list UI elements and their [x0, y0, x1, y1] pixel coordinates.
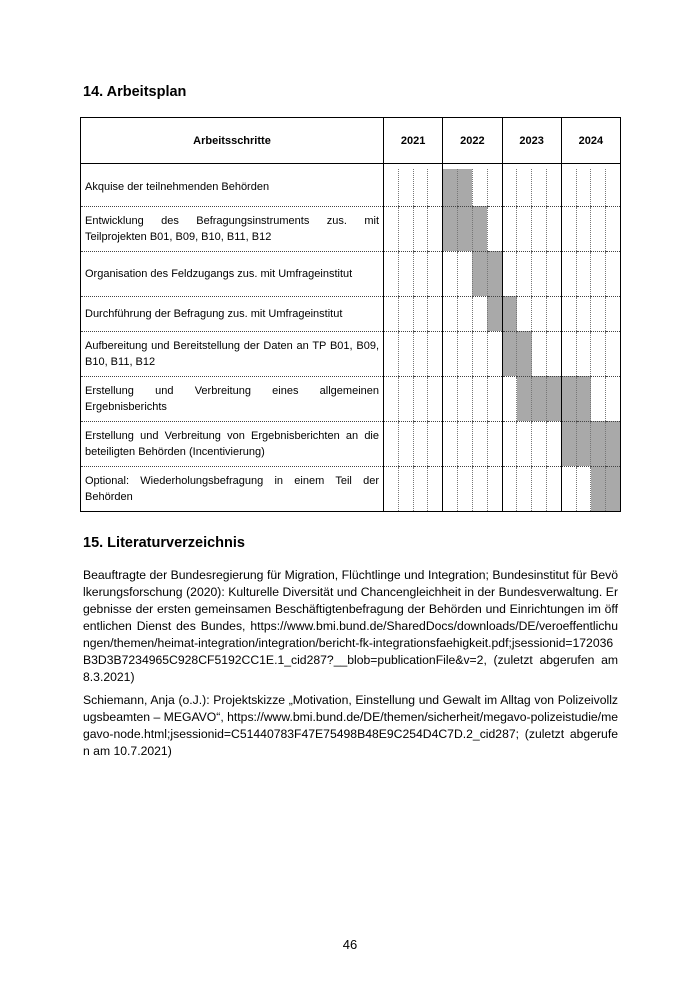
- gantt-cell: [458, 466, 473, 511]
- gantt-cell: [398, 421, 413, 466]
- gantt-cell: [428, 466, 443, 511]
- table-row: [81, 251, 621, 296]
- gantt-cell: [472, 251, 487, 296]
- gantt-cell: [398, 251, 413, 296]
- task-label: Akquise der teilnehmenden Behörden: [81, 169, 384, 206]
- table-row: [81, 421, 621, 466]
- gantt-cell: [487, 206, 502, 251]
- task-label: Entwicklung des Befragungsinstruments zus. mit Teilprojekten B01, B09, B10, B11, B12: [81, 206, 384, 251]
- gantt-cell: [487, 466, 502, 511]
- gantt-cell: [398, 206, 413, 251]
- gantt-cell: [502, 331, 517, 376]
- gantt-cell: [546, 169, 561, 206]
- work-plan-body: [81, 164, 621, 512]
- gantt-cell: [472, 296, 487, 331]
- gantt-cell: [502, 251, 517, 296]
- gantt-cell: [606, 169, 621, 206]
- gantt-cell: [591, 206, 606, 251]
- gantt-cell: [413, 169, 428, 206]
- gantt-cell: [561, 331, 576, 376]
- gantt-cell: [384, 331, 399, 376]
- gantt-cell: [398, 466, 413, 511]
- table-row: [81, 331, 621, 376]
- gantt-cell: [561, 466, 576, 511]
- table-row: [81, 376, 621, 421]
- gantt-cell: [606, 296, 621, 331]
- gantt-cell: [443, 376, 458, 421]
- gantt-cell: [517, 206, 532, 251]
- reference-entry: Beauftragte der Bundesregierung für Migration, Flüchtlinge und Integration; Bundesinstitut für Bevölkerungsforschung (2020): Kulturelle Diversität und Chancengleichheit in der Bundesverwaltung. Ergebnisse der ersten gemeinsamen Beschäftigtenbefragung der Behörden und Einrichtungen im öffentlichen Dienst des Bundes, https://www.bmi.bund.de/SharedDocs/downloads/DE/veroeffentlichungen/themen/heimat-integration/integration/bericht-fk-integrationsfaehigkeit.pdf;jsessionid=172036B3D3B7234965C928CF5192CC1E.1_cid287?__blob=publicationFile&v=2, (zuletzt abgerufen am 8.3.2021): [83, 568, 618, 684]
- gantt-cell: [561, 169, 576, 206]
- work-plan-table: [80, 117, 621, 512]
- section-15-heading: 15. Literaturverzeichnis: [83, 535, 245, 551]
- gantt-cell: [606, 466, 621, 511]
- gantt-cell: [591, 296, 606, 331]
- gantt-cell: [502, 466, 517, 511]
- table-row: [81, 466, 621, 511]
- gantt-cell: [413, 206, 428, 251]
- gantt-cell: [517, 466, 532, 511]
- gantt-cell: [413, 466, 428, 511]
- gantt-cell: [591, 376, 606, 421]
- gantt-cell: [576, 331, 591, 376]
- gantt-cell: [443, 296, 458, 331]
- gantt-cell: [576, 296, 591, 331]
- gantt-cell: [384, 296, 399, 331]
- gantt-cell: [576, 206, 591, 251]
- gantt-cell: [502, 421, 517, 466]
- gantt-cell: [517, 296, 532, 331]
- gantt-cell: [384, 251, 399, 296]
- gantt-cell: [458, 206, 473, 251]
- gantt-cell: [472, 421, 487, 466]
- gantt-cell: [591, 421, 606, 466]
- gantt-cell: [517, 169, 532, 206]
- gantt-cell: [443, 169, 458, 206]
- gantt-cell: [546, 376, 561, 421]
- gantt-cell: [413, 421, 428, 466]
- gantt-cell: [576, 421, 591, 466]
- gantt-cell: [487, 169, 502, 206]
- column-header-year: 2022: [443, 118, 502, 164]
- gantt-cell: [428, 421, 443, 466]
- gantt-cell: [384, 206, 399, 251]
- gantt-cell: [398, 169, 413, 206]
- gantt-cell: [458, 251, 473, 296]
- gantt-cell: [591, 251, 606, 296]
- gantt-cell: [561, 421, 576, 466]
- gantt-cell: [532, 466, 547, 511]
- gantt-cell: [546, 466, 561, 511]
- gantt-cell: [546, 206, 561, 251]
- gantt-cell: [532, 421, 547, 466]
- reference-entry: Schiemann, Anja (o.J.): Projektskizze „Motivation, Einstellung und Gewalt im Alltag von Polizeivollzugsbeamten – MEGAVO“, https://www.bmi.bund.de/DE/themen/sicherheit/megavo-polizeistudie/megavo-node.html;jsessionid=C51440783F47E75498B48E9C254D4C7D.2_cid287; (zuletzt abgerufen am 10.7.2021): [83, 693, 618, 758]
- page-number: 46: [342, 937, 358, 952]
- gantt-cell: [546, 421, 561, 466]
- table-row: [81, 206, 621, 251]
- gantt-cell: [532, 331, 547, 376]
- table-row: [81, 169, 621, 206]
- gantt-cell: [546, 296, 561, 331]
- gantt-cell: [384, 466, 399, 511]
- gantt-cell: [576, 466, 591, 511]
- gantt-cell: [576, 169, 591, 206]
- gantt-cell: [443, 331, 458, 376]
- gantt-cell: [532, 206, 547, 251]
- gantt-cell: [591, 466, 606, 511]
- gantt-cell: [472, 169, 487, 206]
- gantt-cell: [428, 376, 443, 421]
- gantt-cell: [398, 296, 413, 331]
- gantt-cell: [606, 376, 621, 421]
- gantt-cell: [384, 421, 399, 466]
- gantt-cell: [561, 376, 576, 421]
- gantt-cell: [606, 331, 621, 376]
- gantt-cell: [502, 376, 517, 421]
- gantt-cell: [532, 169, 547, 206]
- gantt-cell: [428, 251, 443, 296]
- gantt-cell: [561, 296, 576, 331]
- task-label: Optional: Wiederholungsbefragung in einem Teil der Behörden: [81, 466, 384, 511]
- gantt-cell: [517, 251, 532, 296]
- gantt-cell: [443, 421, 458, 466]
- gantt-cell: [443, 466, 458, 511]
- gantt-cell: [458, 421, 473, 466]
- gantt-cell: [561, 251, 576, 296]
- gantt-cell: [546, 331, 561, 376]
- gantt-cell: [413, 251, 428, 296]
- gantt-cell: [413, 376, 428, 421]
- reference-list: [83, 567, 618, 766]
- task-label: Erstellung und Verbreitung von Ergebnisberichten an die beteiligten Behörden (Incentivierung): [81, 421, 384, 466]
- gantt-cell: [502, 206, 517, 251]
- gantt-cell: [532, 296, 547, 331]
- gantt-cell: [532, 376, 547, 421]
- gantt-cell: [502, 296, 517, 331]
- gantt-cell: [472, 331, 487, 376]
- gantt-cell: [576, 376, 591, 421]
- gantt-cell: [458, 331, 473, 376]
- gantt-cell: [413, 331, 428, 376]
- gantt-cell: [428, 331, 443, 376]
- gantt-cell: [532, 251, 547, 296]
- gantt-cell: [398, 376, 413, 421]
- gantt-cell: [576, 251, 591, 296]
- gantt-cell: [398, 331, 413, 376]
- gantt-cell: [472, 206, 487, 251]
- task-label: Aufbereitung und Bereitstellung der Daten an TP B01, B09, B10, B11, B12: [81, 331, 384, 376]
- gantt-cell: [487, 251, 502, 296]
- column-header-year: 2023: [502, 118, 561, 164]
- gantt-cell: [487, 376, 502, 421]
- gantt-cell: [487, 421, 502, 466]
- gantt-cell: [591, 331, 606, 376]
- gantt-cell: [517, 421, 532, 466]
- gantt-cell: [384, 169, 399, 206]
- gantt-cell: [458, 296, 473, 331]
- gantt-cell: [428, 206, 443, 251]
- task-label: Erstellung und Verbreitung eines allgemeinen Ergebnisberichts: [81, 376, 384, 421]
- gantt-cell: [502, 169, 517, 206]
- gantt-cell: [546, 251, 561, 296]
- gantt-cell: [384, 376, 399, 421]
- task-label: Durchführung der Befragung zus. mit Umfrageinstitut: [81, 296, 384, 331]
- gantt-cell: [413, 296, 428, 331]
- gantt-cell: [472, 466, 487, 511]
- gantt-cell: [443, 206, 458, 251]
- gantt-cell: [517, 376, 532, 421]
- column-header-year: 2024: [561, 118, 620, 164]
- gantt-cell: [591, 169, 606, 206]
- gantt-cell: [487, 331, 502, 376]
- gantt-cell: [606, 421, 621, 466]
- section-14-heading: 14. Arbeitsplan: [83, 84, 187, 100]
- column-header-year: 2021: [384, 118, 443, 164]
- gantt-cell: [561, 206, 576, 251]
- gantt-cell: [472, 376, 487, 421]
- task-label: Organisation des Feldzugangs zus. mit Umfrageinstitut: [81, 251, 384, 296]
- gantt-cell: [458, 169, 473, 206]
- gantt-cell: [443, 251, 458, 296]
- gantt-cell: [487, 296, 502, 331]
- gantt-cell: [606, 206, 621, 251]
- table-header-row: [81, 118, 621, 164]
- gantt-cell: [606, 251, 621, 296]
- gantt-cell: [428, 296, 443, 331]
- gantt-cell: [458, 376, 473, 421]
- column-header-tasks: Arbeitsschritte: [81, 118, 384, 164]
- table-row: [81, 296, 621, 331]
- gantt-cell: [428, 169, 443, 206]
- gantt-cell: [517, 331, 532, 376]
